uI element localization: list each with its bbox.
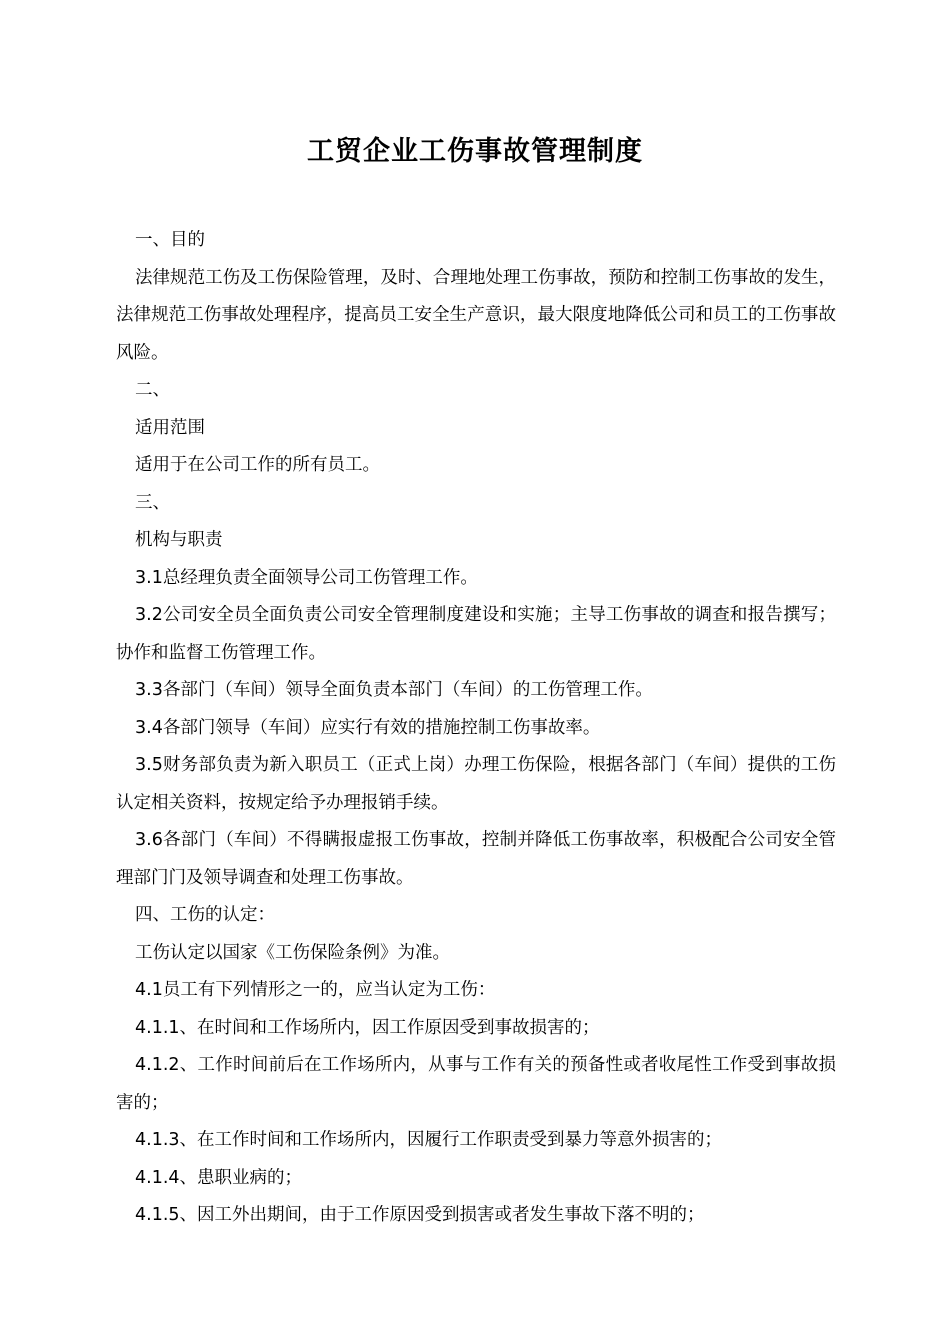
document-title: 工贸企业工伤事故管理制度 — [307, 136, 643, 167]
clause-4-1-5: 4.1.5、因工外出期间，由于工作原因受到损害或者发生事故下落不明的； — [135, 1205, 705, 1225]
document-body — [116, 222, 836, 1235]
clause-4-1-4: 4.1.4、患职业病的； — [135, 1167, 303, 1188]
section-heading-scope: 适用范围 — [135, 417, 205, 438]
clause-3-5: 3.5财务部负责为新入职员工（正式上岗）办理工伤保险，根据各部门（车间）提供的工伤认定相关资料，按规定给予办理报销手续。 — [116, 755, 836, 813]
section-number-3: 三、 — [135, 492, 170, 513]
clause-3-3: 3.3各部门（车间）领导全面负责本部门（车间）的工伤管理工作。 — [135, 680, 653, 700]
clause-4-1-2: 4.1.2、工作时间前后在工作场所内，从事与工作有关的预备性或者收尾性工作受到事故损害的； — [116, 1055, 836, 1113]
section-number-2: 二、 — [135, 380, 170, 400]
paragraph-identification-basis: 工伤认定以国家《工伤保险条例》为准。 — [135, 942, 450, 963]
paragraph-purpose: 法律规范工伤及工伤保险管理，及时、合理地处理工伤事故，预防和控制工伤事故的发生，法律规范工伤事故处理程序，提高员工安全生产意识，最大限度地降低公司和员工的工伤事故风险。 — [116, 267, 836, 363]
clause-4-1: 4.1员工有下列情形之一的，应当认定为工伤： — [135, 980, 496, 1000]
section-heading-responsibilities: 机构与职责 — [135, 530, 223, 550]
clause-3-6: 3.6各部门（车间）不得瞒报虚报工伤事故，控制并降低工伤事故率，积极配合公司安全管理部门门及领导调查和处理工伤事故。 — [116, 830, 836, 888]
clause-3-4: 3.4各部门领导（车间）应实行有效的措施控制工伤事故率。 — [135, 717, 601, 738]
clause-4-1-3: 4.1.3、在工作时间和工作场所内，因履行工作职责受到暴力等意外损害的； — [135, 1130, 723, 1150]
section-heading-identification: 四、工伤的认定： — [135, 905, 275, 925]
clause-4-1-1: 4.1.1、在时间和工作场所内，因工作原因受到事故损害的； — [135, 1017, 600, 1038]
section-heading-purpose: 一、目的 — [135, 230, 205, 250]
clause-3-1: 3.1总经理负责全面领导公司工伤管理工作。 — [135, 567, 478, 588]
clause-3-2: 3.2公司安全员全面负责公司安全管理制度建设和实施；主导工伤事故的调查和报告撰写；协作和监督工伤管理工作。 — [116, 605, 836, 663]
paragraph-scope: 适用于在公司工作的所有员工。 — [135, 455, 380, 475]
